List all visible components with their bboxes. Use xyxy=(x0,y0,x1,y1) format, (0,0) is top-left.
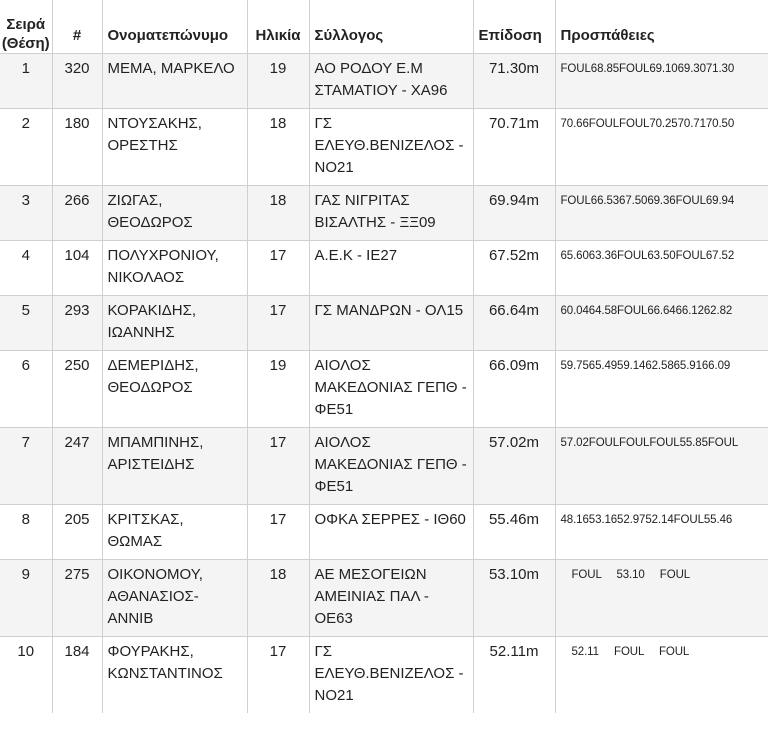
cell-name: ΔΕΜΕΡΙΔΗΣ, ΘΕΟΔΩΡΟΣ xyxy=(102,351,247,428)
cell-bib-number: 205 xyxy=(52,505,102,560)
header-rank: Σειρά (Θέση) xyxy=(0,0,52,54)
cell-attempts: 65.6063.36FOUL63.50FOUL67.52 xyxy=(555,241,768,296)
cell-club: ΓΣ ΜΑΝΔΡΩΝ - ΟΛ15 xyxy=(309,296,473,351)
cell-rank: 3 xyxy=(0,186,52,241)
cell-attempts: FOUL66.5367.5069.36FOUL69.94 xyxy=(555,186,768,241)
cell-attempts: 57.02FOULFOULFOUL55.85FOUL xyxy=(555,428,768,505)
header-attempts: Προσπάθειες xyxy=(560,27,655,44)
cell-rank: 10 xyxy=(0,637,52,714)
cell-rank: 5 xyxy=(0,296,52,351)
cell-club: ΑΙΟΛΟΣ ΜΑΚΕΔΟΝΙΑΣ ΓΕΠΘ - ΦΕ51 xyxy=(309,428,473,505)
cell-age: 19 xyxy=(247,54,309,109)
table-row xyxy=(0,109,768,186)
table-row xyxy=(0,428,768,505)
cell-performance: 52.11m xyxy=(473,637,555,714)
cell-attempts: 60.0464.58FOUL66.6466.1262.82 xyxy=(555,296,768,351)
table-body xyxy=(0,54,768,714)
cell-bib-number: 320 xyxy=(52,54,102,109)
cell-attempts: 70.66FOULFOUL70.2570.7170.50 xyxy=(555,109,768,186)
cell-attempts: 48.1653.1652.9752.14FOUL55.46 xyxy=(555,505,768,560)
cell-name: ΚΟΡΑΚΙΔΗΣ, ΙΩΑΝΝΗΣ xyxy=(102,296,247,351)
header-club: Σύλλογος xyxy=(309,0,473,54)
cell-rank: 7 xyxy=(0,428,52,505)
cell-attempts: 59.7565.4959.1462.5865.9166.09 xyxy=(555,351,768,428)
cell-name: ΠΟΛΥΧΡΟΝΙΟΥ, ΝΙΚΟΛΑΟΣ xyxy=(102,241,247,296)
cell-performance: 71.30m xyxy=(473,54,555,109)
header-bib-number: # xyxy=(52,0,102,54)
cell-bib-number: 293 xyxy=(52,296,102,351)
cell-bib-number: 180 xyxy=(52,109,102,186)
table-row xyxy=(0,560,768,637)
table-row xyxy=(0,296,768,351)
cell-bib-number: 275 xyxy=(52,560,102,637)
cell-name: ΟΙΚΟΝΟΜΟΥ, ΑΘΑΝΑΣΙΟΣ-ΑΝΝΙΒ xyxy=(102,560,247,637)
cell-performance: 70.71m xyxy=(473,109,555,186)
cell-performance: 66.09m xyxy=(473,351,555,428)
cell-age: 18 xyxy=(247,560,309,637)
cell-age: 17 xyxy=(247,505,309,560)
cell-name: ΖΙΩΓΑΣ, ΘΕΟΔΩΡΟΣ xyxy=(102,186,247,241)
cell-performance: 66.64m xyxy=(473,296,555,351)
cell-bib-number: 250 xyxy=(52,351,102,428)
cell-age: 17 xyxy=(247,241,309,296)
cell-performance: 57.02m xyxy=(473,428,555,505)
cell-age: 17 xyxy=(247,637,309,714)
cell-age: 17 xyxy=(247,296,309,351)
cell-club: ΑΙΟΛΟΣ ΜΑΚΕΔΟΝΙΑΣ ΓΕΠΘ - ΦΕ51 xyxy=(309,351,473,428)
cell-club: ΑΟ ΡΟΔΟΥ Ε.Μ ΣΤΑΜΑΤΙΟΥ - ΧΑ96 xyxy=(309,54,473,109)
table-row xyxy=(0,637,768,714)
cell-club: ΓΣ ΕΛΕΥΘ.ΒΕΝΙΖΕΛΟΣ - ΝΟ21 xyxy=(309,109,473,186)
cell-name: ΦΟΥΡΑΚΗΣ, ΚΩΝΣΤΑΝΤΙΝΟΣ xyxy=(102,637,247,714)
cell-rank: 4 xyxy=(0,241,52,296)
table-row xyxy=(0,505,768,560)
header-name: Ονοματεπώνυμο xyxy=(102,0,247,54)
cell-club: ΓΣ ΕΛΕΥΘ.ΒΕΝΙΖΕΛΟΣ - ΝΟ21 xyxy=(309,637,473,714)
cell-rank: 1 xyxy=(0,54,52,109)
cell-bib-number: 266 xyxy=(52,186,102,241)
cell-age: 17 xyxy=(247,428,309,505)
cell-club: ΓΑΣ ΝΙΓΡΙΤΑΣ ΒΙΣΑΛΤΗΣ - ΞΞ09 xyxy=(309,186,473,241)
cell-age: 18 xyxy=(247,186,309,241)
cell-attempts: FOUL 53.10 FOUL xyxy=(555,560,768,637)
cell-name: ΚΡΙΤΣΚΑΣ, ΘΩΜΑΣ xyxy=(102,505,247,560)
cell-age: 19 xyxy=(247,351,309,428)
cell-club: Α.Ε.Κ - ΙΕ27 xyxy=(309,241,473,296)
cell-bib-number: 184 xyxy=(52,637,102,714)
cell-name: ΜΕΜΑ, ΜΑΡΚΕΛΟ xyxy=(102,54,247,109)
cell-attempts: FOUL68.85FOUL69.1069.3071.30 xyxy=(555,54,768,109)
cell-club: ΟΦΚΑ ΣΕΡΡΕΣ - ΙΘ60 xyxy=(309,505,473,560)
cell-club: ΑΕ ΜΕΣΟΓΕΙΩΝ ΑΜΕΙΝΙΑΣ ΠΑΛ - ΟΕ63 xyxy=(309,560,473,637)
cell-bib-number: 104 xyxy=(52,241,102,296)
cell-age: 18 xyxy=(247,109,309,186)
table-row xyxy=(0,54,768,109)
cell-rank: 2 xyxy=(0,109,52,186)
cell-performance: 67.52m xyxy=(473,241,555,296)
cell-performance: 53.10m xyxy=(473,560,555,637)
cell-bib-number: 247 xyxy=(52,428,102,505)
cell-attempts: 52.11 FOUL FOUL xyxy=(555,637,768,714)
cell-rank: 9 xyxy=(0,560,52,637)
cell-name: ΜΠΑΜΠΙΝΗΣ, ΑΡΙΣΤΕΙΔΗΣ xyxy=(102,428,247,505)
header-performance: Επίδοση xyxy=(473,0,555,54)
table-row xyxy=(0,186,768,241)
cell-performance: 55.46m xyxy=(473,505,555,560)
table-row xyxy=(0,241,768,296)
cell-name: ΝΤΟΥΣΑΚΗΣ, ΟΡΕΣΤΗΣ xyxy=(102,109,247,186)
header-age: Ηλικία xyxy=(247,0,309,54)
cell-performance: 69.94m xyxy=(473,186,555,241)
cell-rank: 6 xyxy=(0,351,52,428)
table-header xyxy=(0,0,768,54)
table-row xyxy=(0,351,768,428)
cell-rank: 8 xyxy=(0,505,52,560)
